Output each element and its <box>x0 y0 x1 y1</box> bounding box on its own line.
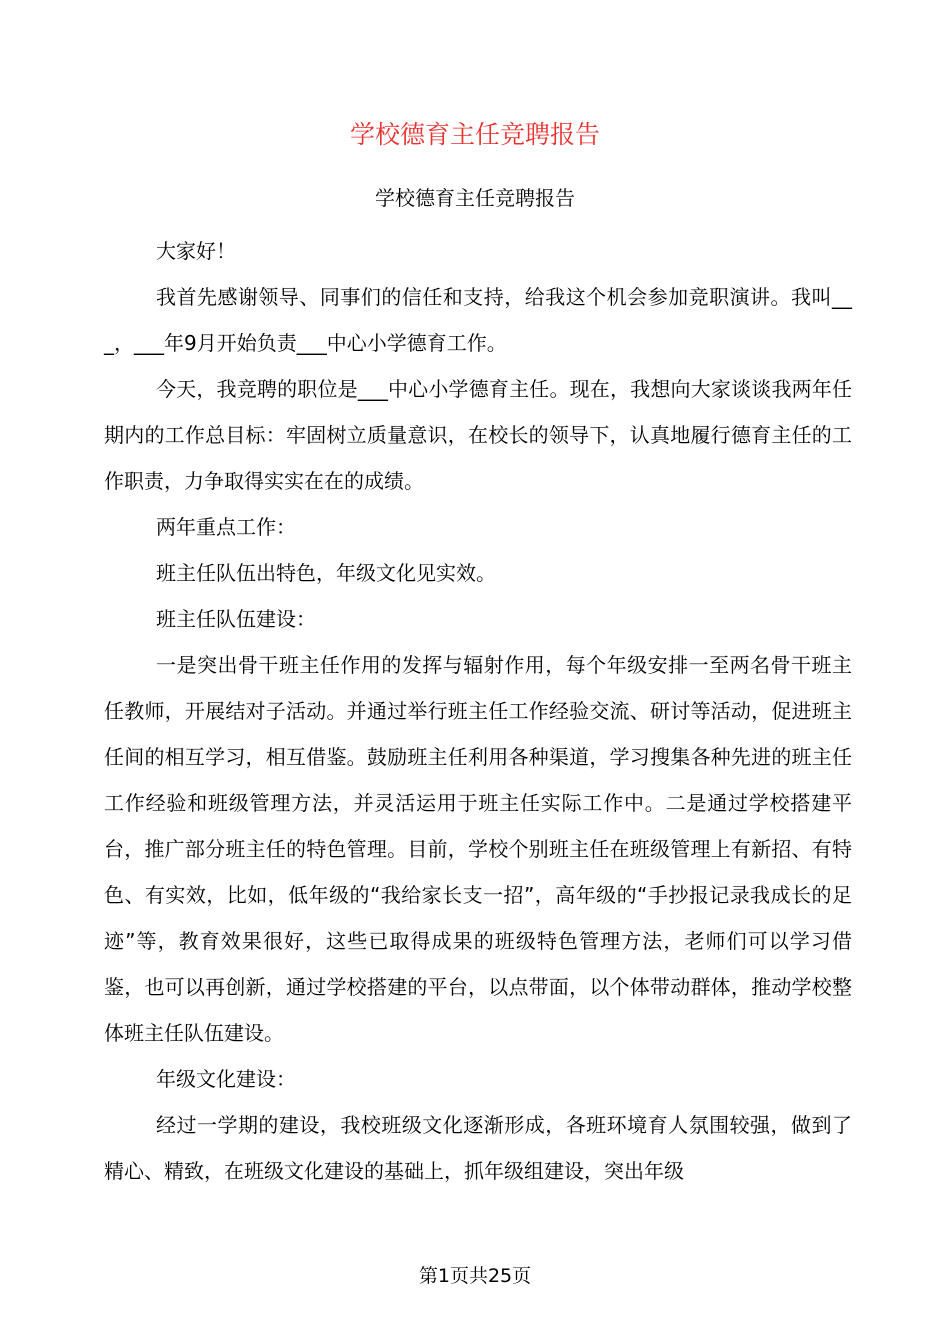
document-subtitle: 学校德育主任竞聘报告 <box>375 186 575 210</box>
paragraph-team-building: 一是突出骨干班主任作用的发挥与辐射作用，每个年级安排一至两名骨干班主任教师，开展结对子活动。并通过举行班主任工作经验交流、研讨等活动，促进班主任间的相互学习，相互借鉴。鼓励班主任利用各种渠道，学习搜集各种先进的班主任工作经验和班级管理方法，并灵活运用于班主任实际工作中。二是通过学校搭建平台，推广部分班主任的特色管理。目前，学校个别班主任在班级管理上有新招、有特色、有实效，比如，低年级的“我给家长支一招”，高年级的“手抄报记录我成长的足迹”等，教育效果很好，这些已取得成果的班级特色管理方法，老师们可以学习借鉴，也可以再创新，通过学校搭建的平台，以点带面，以个体带动群体，推动学校整体班主任队伍建设。 <box>104 653 852 1045</box>
paragraph-grade-culture: 经过一学期的建设，我校班级文化逐渐形成，各班环境育人氛围较强，做到了精心、精致，在班级文化建设的基础上，抓年级组建设，突出年级 <box>104 1113 852 1183</box>
paragraph-heading-team-building: 班主任队伍建设： <box>156 607 316 631</box>
paragraph-heading-grade-culture: 年级文化建设： <box>156 1067 296 1091</box>
paragraph-key-work-summary: 班主任队伍出特色，年级文化见实效。 <box>156 561 496 585</box>
document-title: 学校德育主任竞聘报告 <box>349 120 600 149</box>
paragraph-heading-key-work: 两年重点工作： <box>156 515 296 539</box>
paragraph-goal: 今天，我竞聘的职位是___中心小学德育主任。现在，我想向大家谈谈我两年任期内的工作总目标：牢固树立质量意识，在校长的领导下，认真地履行德育主任的工作职责，力争取得实实在在的成绩。 <box>104 377 852 493</box>
paragraph-greeting: 大家好！ <box>156 239 236 263</box>
paragraph-thanks: 我首先感谢领导、同事们的信任和支持，给我这个机会参加竞职演讲。我叫___，___年9月开始负责___中心小学德育工作。 <box>104 285 852 355</box>
document-body <box>104 228 852 1194</box>
page-number-footer: 第1页共25页 <box>418 1265 532 1287</box>
